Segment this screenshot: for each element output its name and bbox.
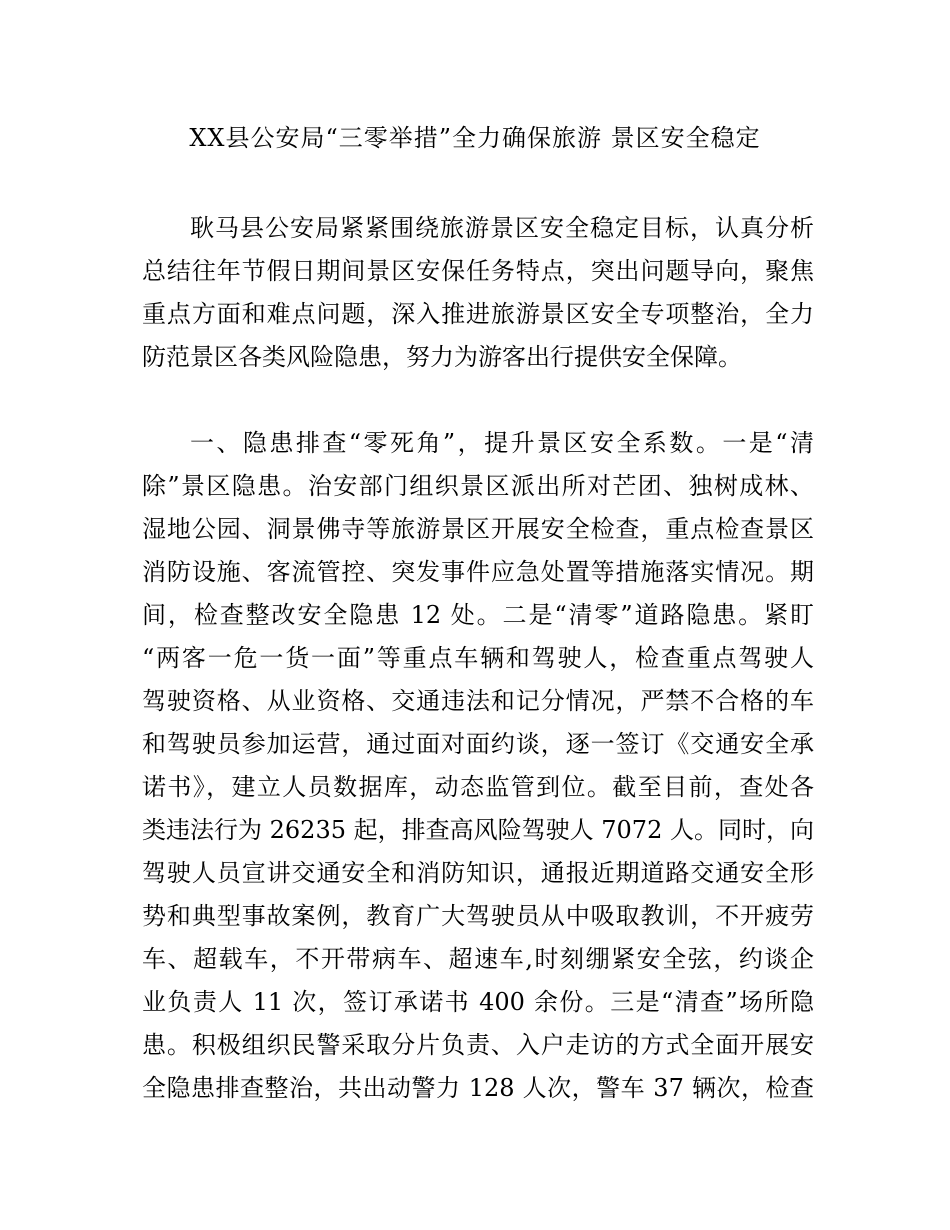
paragraph-line: 驾驶人员宣讲交通安全和消防知识，通报近期道路交通安全形 [142, 859, 814, 887]
paragraph-line: 类违法行为 26235 起，排查高风险驾驶人 7072 人。同时，向 [142, 816, 814, 844]
paragraph-line: 和驾驶员参加运营，通过面对面约谈，逐一签订《交通安全承 [142, 730, 814, 758]
paragraph-line: 全隐患排查整治，共出动警力 128 人次，警车 37 辆次，检查 [142, 1074, 814, 1102]
paragraph-line: 车、超载车，不开带病车、超速车,时刻绷紧安全弦，约谈企 [142, 945, 814, 973]
paragraph-line: 诺书》，建立人员数据库，动态监管到位。截至目前，查处各 [142, 773, 814, 801]
document-title: XX县公安局“三零举措”全力确保旅游 景区安全稳定 [189, 124, 761, 152]
paragraph-line: 驾驶资格、从业资格、交通违法和记分情况，严禁不合格的车 [142, 687, 814, 715]
paragraph-line: 防范景区各类风险隐患，努力为游客出行提供安全保障。 [142, 343, 742, 371]
paragraph-line: 消防设施、客流管控、突发事件应急处置等措施落实情况。期 [142, 558, 814, 586]
paragraph-line: 势和典型事故案例，教育广大驾驶员从中吸取教训，不开疲劳 [142, 902, 814, 930]
paragraph-line: 患。积极组织民警采取分片负责、入户走访的方式全面开展安 [142, 1031, 814, 1059]
paragraph-line: 间，检查整改安全隐患 12 处。二是“清零”道路隐患。紧盯 [142, 601, 814, 629]
paragraph-line: 总结往年节假日期间景区安保任务特点，突出问题导向，聚焦 [142, 257, 814, 285]
paragraph-line: 一、隐患排查“零死角”，提升景区安全系数。一是“清 [190, 429, 814, 457]
paragraph-line: 耿马县公安局紧紧围绕旅游景区安全稳定目标，认真分析 [190, 214, 814, 242]
paragraph-line: “两客一危一货一面”等重点车辆和驾驶人，检查重点驾驶人 [142, 644, 814, 672]
paragraph-line: 湿地公园、洞景佛寺等旅游景区开展安全检查，重点检查景区 [142, 515, 814, 543]
paragraph-line: 除”景区隐患。治安部门组织景区派出所对芒团、独树成林、 [142, 472, 814, 500]
paragraph-line: 业负责人 11 次，签订承诺书 400 余份。三是“清查”场所隐 [142, 988, 814, 1016]
paragraph-line: 重点方面和难点问题，深入推进旅游景区安全专项整治，全力 [142, 300, 814, 328]
